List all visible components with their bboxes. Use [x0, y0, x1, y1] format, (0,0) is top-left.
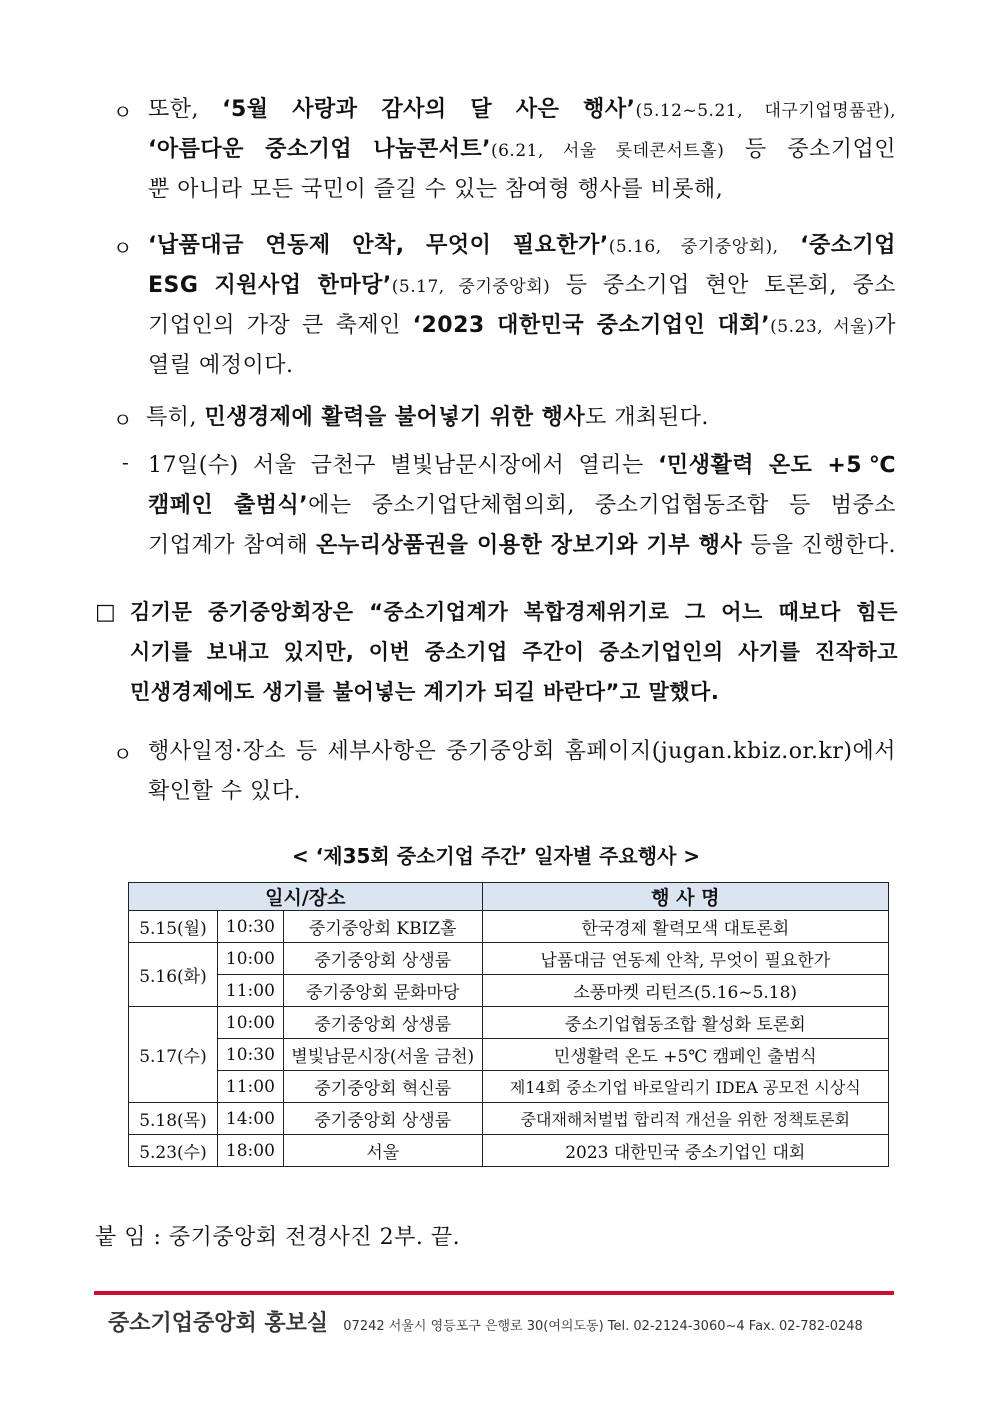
paragraph-line: ESG 지원사업 한마당’(5.17, 중기중앙회) 등 중소기업 현안 토론회, 중소 — [148, 273, 896, 298]
date-cell: 5.17(수) — [129, 1007, 218, 1103]
place-cell: 별빛남문시장(서울 금천) — [283, 1039, 482, 1071]
date-cell: 5.16(화) — [129, 943, 218, 1007]
paragraph-line: 확인할 수 있다. — [148, 779, 301, 804]
attachment-note: 붙 임 : 중기중앙회 전경사진 2부. 끝. — [95, 1225, 461, 1250]
table-row — [129, 975, 889, 1007]
date-cell: 5.23(수) — [129, 1135, 218, 1167]
paragraph-line: 17일(수) 서울 금천구 별빛남문시장에서 열리는 ‘민생활력 온도 +5℃ — [148, 453, 896, 478]
paragraph-line: 기업계가 참여해 온누리상품권을 이용한 장보기와 기부 행사 등을 진행한다. — [148, 533, 896, 558]
place-cell: 서울 — [283, 1135, 482, 1167]
paragraph-line: 행사일정·장소 등 세부사항은 중기중앙회 홈페이지(jugan.kbiz.or.kr)에서 — [148, 739, 896, 764]
event-cell: 2023 대한민국 중소기업인 대회 — [482, 1135, 888, 1167]
place-cell: 중기중앙회 혁신룸 — [283, 1071, 482, 1103]
time-cell: 11:00 — [217, 1071, 283, 1103]
dash-bullet: - — [122, 450, 129, 474]
paragraph-line: ‘납품대금 연동제 안착, 무엇이 필요한가’(5.16, 중기중앙회), ‘중소기업 — [148, 233, 896, 258]
table-row — [129, 1103, 889, 1135]
event-cell: 한국경제 활력모색 대토론회 — [482, 911, 888, 943]
event-cell: 민생활력 온도 +5℃ 캠페인 출범식 — [482, 1039, 888, 1071]
quote-line: 시기를 보내고 있지만, 이번 중소기업 주간이 중소기업인의 사기를 진작하고 — [130, 640, 898, 664]
quote-line: 민생경제에도 생기를 불어넣는 계기가 되길 바란다”고 말했다. — [130, 680, 720, 704]
paragraph-line: 열릴 예정이다. — [148, 353, 294, 378]
time-cell: 10:00 — [217, 1007, 283, 1039]
table-row — [129, 943, 889, 975]
place-cell: 중기중앙회 KBIZ홀 — [283, 911, 482, 943]
place-cell: 중기중앙회 상생룸 — [283, 943, 482, 975]
date-cell: 5.18(목) — [129, 1103, 218, 1135]
time-cell: 18:00 — [217, 1135, 283, 1167]
bullet: ㅇ — [113, 100, 133, 124]
time-cell: 10:30 — [217, 1039, 283, 1071]
footer-address: 07242 서울시 영등포구 은행로 30(여의도동) Tel. 02-2124-3060~4 Fax. 02-782-0248 — [343, 1319, 863, 1334]
square-bullet: □ — [95, 600, 116, 625]
footer-org: 중소기업중앙회 홍보실 — [108, 1311, 329, 1336]
time-cell: 10:00 — [217, 943, 283, 975]
time-cell: 14:00 — [217, 1103, 283, 1135]
event-cell: 중대재해처벌법 합리적 개선을 위한 정책토론회 — [482, 1103, 888, 1135]
table-row — [129, 1135, 889, 1167]
place-cell: 중기중앙회 상생룸 — [283, 1007, 482, 1039]
event-cell: 제14회 중소기업 바로알리기 IDEA 공모전 시상식 — [482, 1071, 888, 1103]
event-cell: 납품대금 연동제 안착, 무엇이 필요한가 — [482, 943, 888, 975]
bullet: ㅇ — [113, 742, 133, 766]
event-cell: 중소기업협동조합 활성화 토론회 — [482, 1007, 888, 1039]
bullet: ㅇ — [113, 236, 133, 260]
header-event: 행 사 명 — [482, 883, 888, 911]
table-row — [129, 1039, 889, 1071]
time-cell: 11:00 — [217, 975, 283, 1007]
header-datetime: 일시/장소 — [129, 883, 483, 911]
paragraph-line: 기업인의 가장 큰 축제인 ‘2023 대한민국 중소기업인 대회’(5.23, 서울)가 — [148, 313, 896, 338]
table-row — [129, 911, 889, 943]
date-cell: 5.15(월) — [129, 911, 218, 943]
footer-rule — [94, 1291, 894, 1295]
place-cell: 중기중앙회 상생룸 — [283, 1103, 482, 1135]
table-row — [129, 1071, 889, 1103]
event-schedule-table — [128, 882, 889, 1167]
table-caption: < ‘제35회 중소기업 주간’ 일자별 주요행사 > — [291, 844, 701, 868]
bullet: ㅇ — [113, 408, 133, 432]
paragraph-line: 특히, 민생경제에 활력을 불어넣기 위한 행사도 개최된다. — [146, 405, 709, 430]
paragraph-line: 캠페인 출범식’에는 중소기업단체협의회, 중소기업협동조합 등 범중소 — [148, 493, 897, 518]
footer — [108, 1306, 863, 1337]
place-cell: 중기중앙회 문화마당 — [283, 975, 482, 1007]
paragraph-line: ‘아름다운 중소기업 나눔콘서트’(6.21, 서울 롯데콘서트홀) 등 중소기업인 — [148, 137, 896, 162]
quote-line: 김기문 중기중앙회장은 “중소기업계가 복합경제위기로 그 어느 때보다 힘든 — [130, 600, 898, 624]
paragraph-line: 뿐 아니라 모든 국민이 즐길 수 있는 참여형 행사를 비롯해, — [148, 177, 724, 202]
time-cell: 10:30 — [217, 911, 283, 943]
table-row — [129, 1007, 889, 1039]
paragraph-line: 또한, ‘5월 사랑과 감사의 달 사은 행사’(5.12~5.21, 대구기업명품관), — [148, 97, 896, 122]
event-cell: 소풍마켓 리턴즈(5.16~5.18) — [482, 975, 888, 1007]
